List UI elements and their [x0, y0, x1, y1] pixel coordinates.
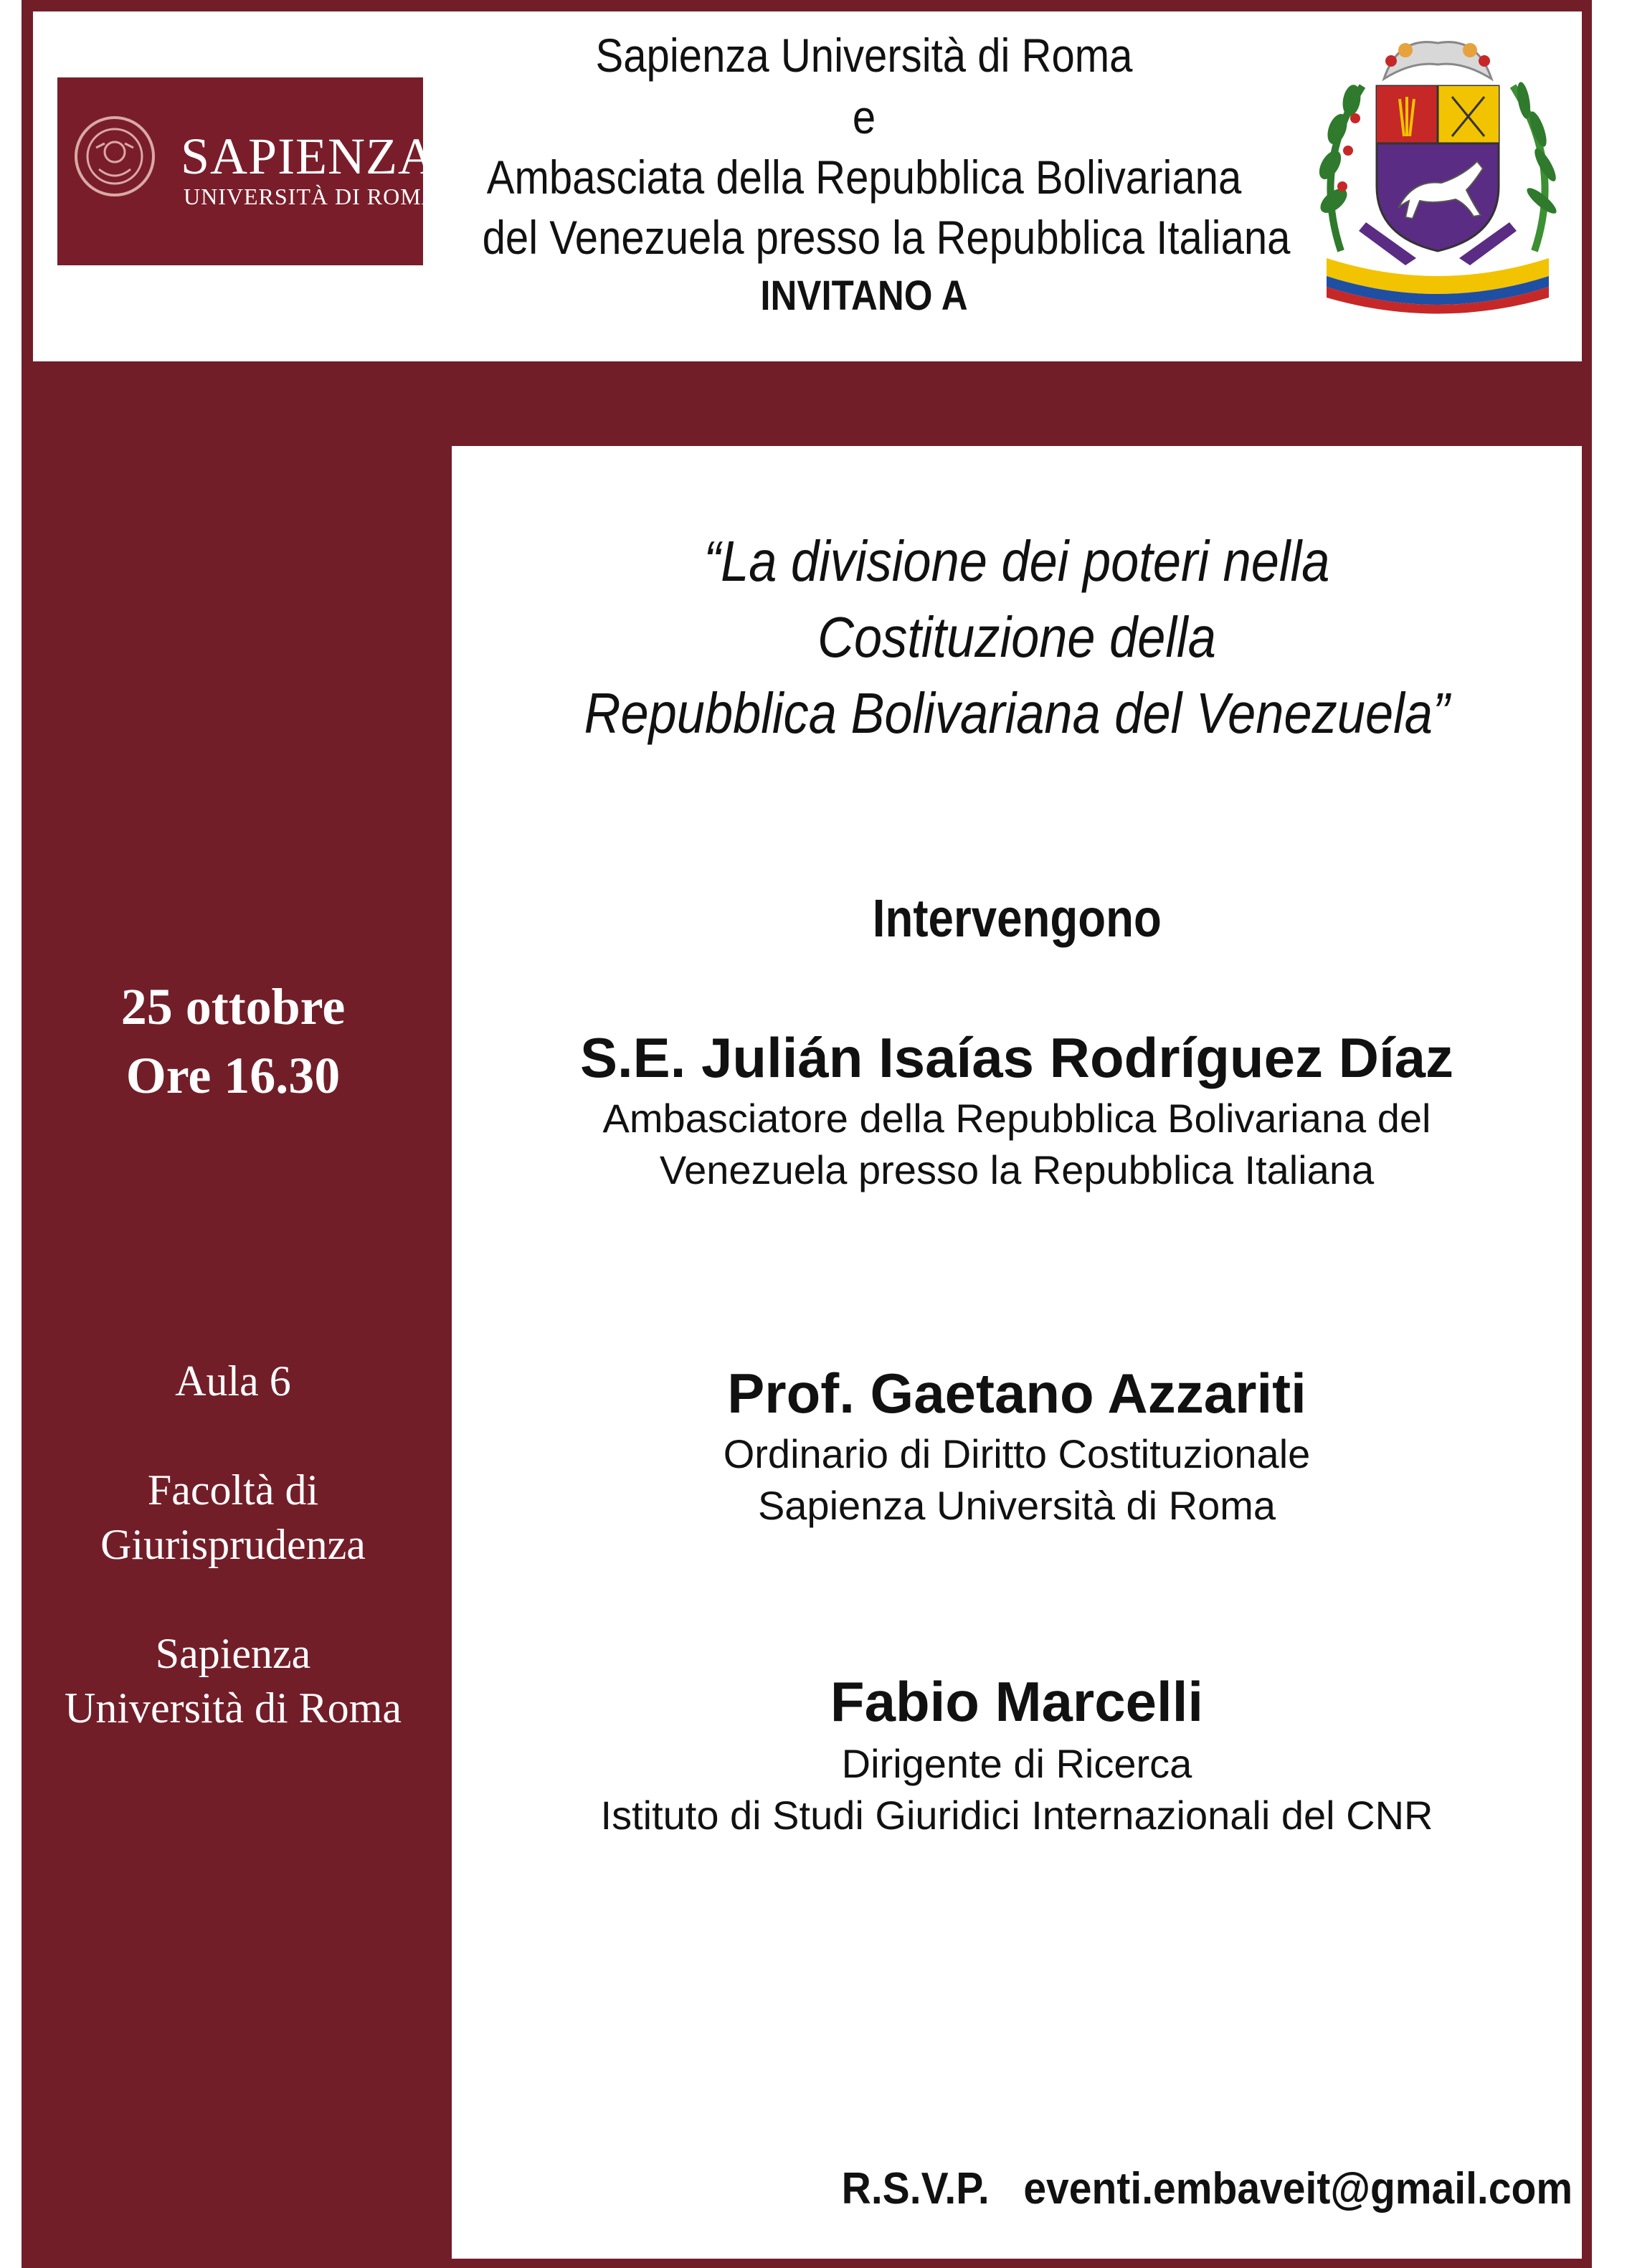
sapienza-seal-icon [75, 116, 155, 196]
event-date-time [29, 972, 437, 1110]
rsvp-line [841, 2164, 1573, 2214]
event-title-line: Costituzione della [817, 605, 1216, 669]
event-title-line: “La divisione dei poteri nella [703, 529, 1330, 593]
speaker-role-line: Venezuela presso la Repubblica Italiana [659, 1147, 1375, 1192]
event-date: 25 ottobre [120, 978, 346, 1035]
header-line: Ambasciata della Repubblica Bolivariana [486, 151, 1242, 204]
venezuela-coat-of-arms-icon [1298, 22, 1578, 323]
university-line: Università di Roma [65, 1684, 402, 1732]
speaker-name: Prof. Gaetano Azzariti [727, 1362, 1306, 1425]
event-title [459, 523, 1575, 751]
speaker-role [459, 1428, 1575, 1532]
event-title-line: Repubblica Bolivariana del Venezuela” [584, 681, 1450, 745]
event-room: Aula 6 [175, 1357, 291, 1405]
faculty-line: Facoltà di [147, 1466, 319, 1514]
sapienza-logo-word: SAPIENZA [181, 128, 437, 185]
header-line: Sapienza Università di Roma [595, 29, 1133, 82]
header-invite: INVITANO A [760, 272, 968, 319]
header-line: del Venezuela presso la Repubblica Italiana [482, 211, 1291, 264]
speaker-name: S.E. Julián Isaías Rodríguez Díaz [579, 1026, 1454, 1089]
speaker-role [459, 1093, 1575, 1196]
university-line: Sapienza [155, 1630, 311, 1677]
speaker-role-line: Dirigente di Ricerca [841, 1741, 1192, 1786]
speaker-name: Fabio Marcelli [830, 1670, 1204, 1733]
speaker-role-line: Sapienza Università di Roma [757, 1483, 1276, 1528]
header-line: e [852, 90, 876, 143]
speaker-role-line: Istituto di Studi Giuridici Internazionali del CNR [600, 1793, 1433, 1838]
rsvp-label: R.S.V.P. [841, 2164, 990, 2214]
speaker-role [459, 1738, 1575, 1841]
rsvp-email-link[interactable]: eventi.embaveit@gmail.com [1023, 2164, 1573, 2214]
speakers-heading-text: Intervengono [872, 888, 1162, 948]
event-time: Ore 16.30 [125, 1047, 341, 1104]
sapienza-logo-subtitle: UNIVERSITÀ DI ROMA [184, 184, 439, 209]
speakers-heading [459, 888, 1575, 948]
event-university [29, 1626, 437, 1735]
speaker-role-line: Ambasciatore della Repubblica Bolivariana del [602, 1096, 1431, 1141]
faculty-line: Giurisprudenza [100, 1521, 366, 1568]
event-faculty [29, 1463, 437, 1572]
speaker-role-line: Ordinario di Diritto Costituzionale [723, 1431, 1311, 1476]
